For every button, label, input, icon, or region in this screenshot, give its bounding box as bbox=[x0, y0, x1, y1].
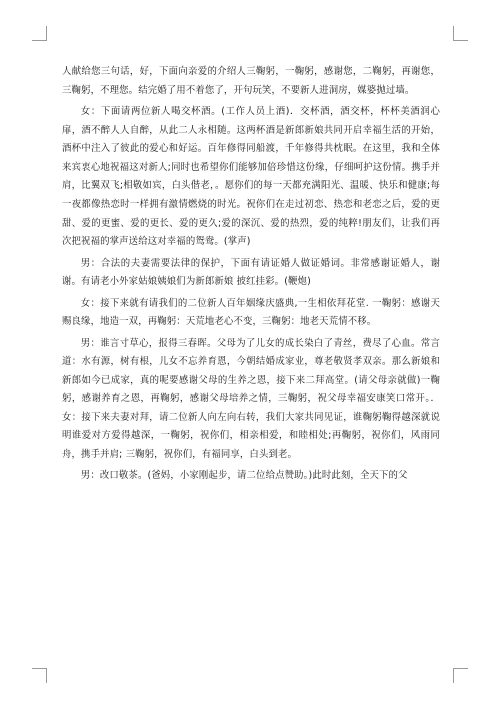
crop-mark-top-left bbox=[32, 26, 47, 41]
document-body bbox=[62, 63, 440, 489]
paragraph-1: 人献给您三句话，好，下面向亲爱的介绍人三鞠躬，一鞠躬，感谢您，二鞠躬，再谢您，三鞠躬，不理您。结完婚了用不着您了，开句玩笑，不要新人进洞房，媒婆抛过墙。 bbox=[62, 66, 440, 96]
crop-mark-top-right bbox=[453, 26, 468, 41]
paragraph-2: 女：下面请两位新人喝交杯酒。(工作人员上酒)．交杯酒，酒交杯，杯杯美酒润心扉，酒不醉人人自醉，从此二人永相随。这两杯酒是新郎新娘共同开启幸福生活的开始，酒杯中注入了彼此的爱心和好运。百年修得同船渡，千年修得共枕眠。在这里，我和全体来宾衷心地祝福这对新人;同时也希望你们能够加倍珍惜这份缘，仔细呵护这份情。携手并肩，比翼双飞;相敬如宾，白头偕老，。愿你们的每一天都充满阳光、温暖、快乐和健康;每一夜都像热恋时一样拥有激情燃烧的时光。祝你们在走过初恋、热恋和老恋之后，爱的更甜、爱的更蜜、爱的更长、爱的更久;爱的深沉、爱的热烈，爱的纯粹!朋友们，让我们再次把祝福的掌声送给这对幸福的鸳鸯。(掌声) bbox=[62, 105, 440, 248]
paragraph-6: 男：改口敬茶。(爸妈，小家刚起步，请二位给点赞助。)此时此刻，全天下的父 bbox=[80, 470, 408, 482]
crop-mark-bottom-right bbox=[453, 668, 468, 683]
crop-mark-bottom-left bbox=[32, 668, 47, 683]
paragraph-3: 男：合法的夫妻需要法律的保护，下面有请证婚人做证婚词。非常感谢证婚人，谢谢。有请老小外家姑娘姨娘们为新郎新娘 披红挂彩。(鞭炮) bbox=[62, 257, 440, 288]
paragraph-5: 男：谁言寸草心，报得三春晖。父母为了儿女的成长染白了青丝，费尽了心血。常言道：水有源，树有根，儿女不忘养育恩，今朝结婚成家业，尊老敬贤孝双亲。那么新娘和新郎如今已成家，真的呢要感谢父母的生养之恩，接下来二拜高堂。(请父母亲就做)一鞠躬，感谢养育之恩，再鞠躬，感谢父母培养之情，三鞠躬，祝父母幸福安康笑口常开。．女：接下来夫妻对拜，请二位新人向左向右转，我们大家共同见证，谁鞠躬鞠得越深就说明谁爱对方爱得越深，一鞠躬，祝你们，相亲相爱，和睦相处;再鞠躬，祝你们，风雨同舟，携手并肩; 三鞠躬，祝你们，有福同享，白头到老。 bbox=[62, 337, 440, 461]
paragraph-4: 女：接下来就有请我们的二位新人百年姻缘庆盛典,一生相依拜花堂. 一鞠躬：感谢天赐良缘，地造一双，再鞠躬：天荒地老心不变，三鞠躬：地老天荒情不移。 bbox=[62, 297, 440, 328]
